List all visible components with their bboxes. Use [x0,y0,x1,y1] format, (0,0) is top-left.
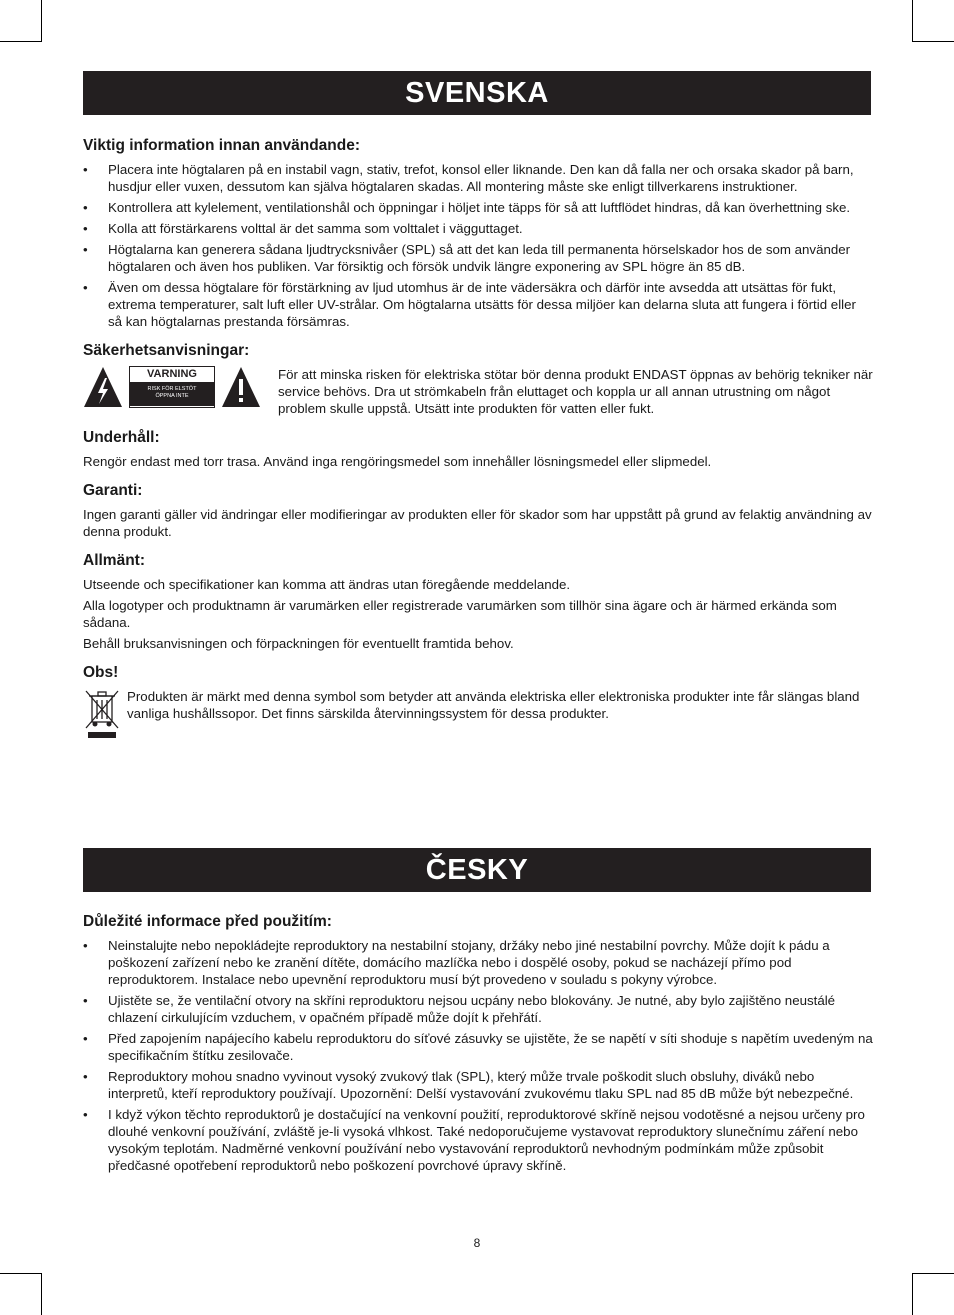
obs-section [83,663,873,744]
viktig-list [83,161,873,330]
list-item: • Reproduktory mohou snadno vyvinout vysoký zvukový tlak (SPL), který může trvale poškodit sluch obsluhy, diváků nebo interpretů, kteří reproduktory používají. Upozornění: Delší vystavování zvukovému tlaku SPL nad 85 dB může být nebezpečné. [83,1068,873,1102]
list-item: • I když výkon těchto reproduktorů je dostačující na venkovní použití, reproduktorové skříně nejsou vodotěsné a nejsou určeny pro dlouhé venkovní používání, zvláště je-li vysoká vlhkost. Také nedoporučujeme vystavovat reproduktory slunečnímu záření nebo vysokým teplotám. Nadměrné venkovní používání nebo vystavování reproduktorů nevhodným podmínkám může způsobit předčasné opotřebení reproduktorů nebo poškození povrchové úpravy skříně. [83,1106,873,1174]
garanti-section [83,481,873,540]
varning-label: VARNING [130,367,214,382]
allmant-paragraph: Behåll bruksanvisningen och förpackningen för eventuellt framtida behov. [83,636,514,651]
list-item: • Ujistěte se, že ventilační otvory na skříni reproduktoru nejsou ucpány nebo blokovány. Je nutné, aby bylo zajištěno neustálé chlazení cirkulujícím vzduchem, v opačném případě může dojít k přehřátí. [83,992,873,1026]
allmant-paragraph: Alla logotyper och produktnamn är varumärken eller registrerade varumärken som tillhör sina ägare och är härmed erkända som sådana. [83,598,837,630]
list-item: • Högtalarna kan generera sådana ljudtrycksnivåer (SPL) så att det kan leda till permanenta hörselskador hos de som använder högtalaren och även hos publiken. Var försiktig och försök undvik längre exponering av SPL högre än 85 dB. [83,241,873,275]
sakerhet-section [83,341,873,417]
crop-mark [41,1273,42,1315]
sakerhet-text: För att minska risken för elektriska stötar bör denna produkt ENDAST öppnas av behörig tekniker när service behövs. Dra ut strömkabeln från eluttaget och koppla ur all annan utrustning om något problem skulle uppstå. Utsätt inte produkten för vatten eller fukt. [278,367,873,416]
list-item: • Även om dessa högtalare för förstärkning av ljud utomhus är de inte vädersäkra och därför inte avsedda att utsättas för fukt, extrema temperaturer, salt luft eller UV-strålar. Om högtalarna utsätts för dessa miljöer kan delarna sluta att fungera i förtid eller så kan högtalarnas prestanda försämras. [83,279,873,330]
crop-mark [912,0,913,42]
dulezite-heading: Důležité informace před použitím: [83,913,332,930]
underhall-section [83,428,873,470]
underhall-text: Rengör endast med torr trasa. Använd inga rengöringsmedel som innehåller lösningsmedel eller slipmedel. [83,454,712,469]
cesky-content [83,912,873,1185]
weee-row [83,688,873,744]
underhall-heading: Underhåll: [83,429,160,446]
garanti-text: Ingen garanti gäller vid ändringar eller modifieringar av produkten eller för skador som har uppstått på grund av felaktig användning av denna produkt. [83,507,872,539]
cesky-banner: ČESKY [83,848,871,892]
sakerhet-heading: Säkerhetsanvisningar: [83,342,250,359]
obs-heading: Obs! [83,664,119,681]
obs-text: Produkten är märkt med denna symbol som betyder att använda elektriska eller elektroniska produkter inte får slängas bland vanliga hushållssopor. Det finns särskilda återvinningssystem för dessa produkter. [127,689,860,721]
weee-bin-icon [83,688,127,744]
svenska-content [83,136,873,755]
allmant-paragraph: Utseende och specifikationer kan komma att ändras utan föregående meddelande. [83,577,571,592]
lightning-warning-icon [83,366,123,408]
varning-sub-line: RISK FÖR ELSTÖT [147,386,197,392]
garanti-heading: Garanti: [83,482,143,499]
crop-mark [0,41,41,42]
svenska-banner: SVENSKA [83,71,871,115]
viktig-heading: Viktig information innan användande: [83,137,361,154]
warning-row [83,366,873,417]
crop-mark [912,1273,913,1315]
crop-mark [41,0,42,42]
list-item: • Placera inte högtalaren på en instabil vagn, stativ, trefot, konsol eller liknande. Den kan då falla ner och orsaka skador på barn, husdjur eller vuxen, dessutom kan själva högtalaren skadas. All montering måste ske enligt tillverkarens instruktioner. [83,161,873,195]
dulezite-section [83,912,873,1174]
list-item: • Kontrollera att kylelement, ventilationshål och öppningar i höljet inte täpps för så att luftflödet hindras, då kan överhettning ske. [83,199,873,216]
crop-mark [913,41,954,42]
crop-mark [0,1273,41,1274]
list-item: • Před zapojením napájecího kabelu reproduktoru do síťové zásuvky se ujistěte, že se napětí v síti shoduje s napětím uvedeným na specifikačním štítku zesilovače. [83,1030,873,1064]
dulezite-list [83,937,873,1174]
page-number: 8 [473,1236,481,1250]
allmant-heading: Allmänt: [83,552,145,569]
allmant-section [83,551,873,652]
varning-label-box [129,366,215,408]
warning-icons [83,366,278,408]
exclamation-warning-icon [221,366,261,408]
list-item: • Neinstalujte nebo nepokládejte reproduktory na nestabilní stojany, držáky nebo jiné nestabilní povrchy. Může dojít k pádu a poškození zařízení nebo ke zranění dítěte, domácího mazlíčka nebo i dospělé osoby, pokud se nacházejí přímo pod reproduktorem. Instalace nebo upevnění reproduktoru musí být provedeno v souladu s pokyny výrobce. [83,937,873,988]
list-item: • Kolla att förstärkarens volttal är det samma som volttalet i vägguttaget. [83,220,873,237]
crop-mark [913,1273,954,1274]
varning-sub-line: ÖPPNA INTE [155,393,189,399]
varning-sublabel [130,382,214,406]
viktig-section [83,136,873,330]
